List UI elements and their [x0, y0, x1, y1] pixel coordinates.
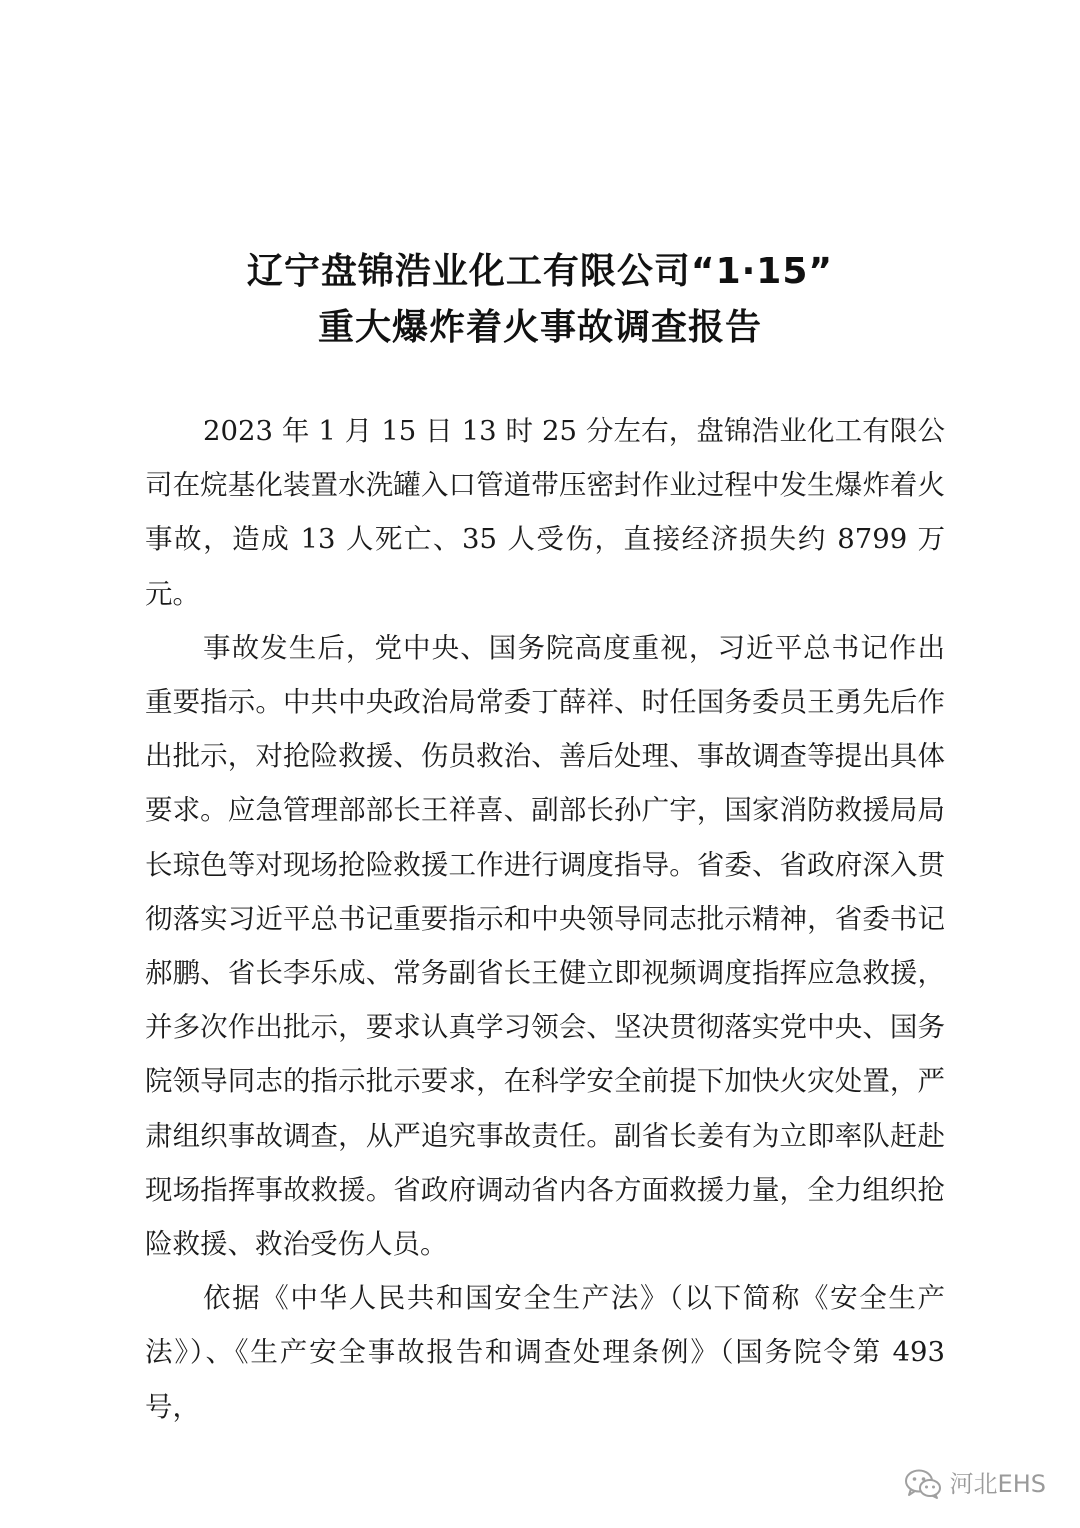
document-title-line1: 辽宁盘锦浩业化工有限公司“1·15” — [246, 251, 834, 292]
paragraph-2: 事故发生后，党中央、国务院高度重视，习近平总书记作出重要指示。中共中央政治局常委丁薛祥、时任国务委员王勇先后作出批示，对抢险救援、伤员救治、善后处理、事故调查等提出具体要求。应急管理部部长王祥喜、副部长孙广宇，国家消防救援局局长琼色等对现场抢险救援工作进行调度指导。省委、省政府深入贯彻落实习近平总书记重要指示和中央领导同志批示精神，省委书记郝鹏、省长李乐成、常务副省长王健立即视频调度指挥应急救援，并多次作出批示，要求认真学习领会、坚决贯彻落实党中央、国务院领导同志的指示批示要求，在科学安全前提下加快火灾处置，严肃组织事故调查，从严追究事故责任。副省长姜有为立即率队赶赴现场指挥事故救援。省政府调动省内各方面救援力量，全力组织抢险救援、救治受伤人员。 — [145, 631, 945, 1261]
watermark — [904, 1468, 1046, 1500]
document-body — [145, 404, 945, 1434]
document-title-line2: 重大爆炸着火事故调查报告 — [317, 307, 762, 348]
wechat-icon — [904, 1468, 942, 1500]
paragraph-1: 2023 年 1 月 15 日 13 时 25 分左右，盘锦浩业化工有限公司在烷基化装置水洗罐入口管道带压密封作业过程中发生爆炸着火事故，造成 13 人死亡、35 人受伤，直接经济损失约 8799 万元。 — [145, 415, 945, 610]
watermark-text: 河北EHS — [949, 1470, 1046, 1498]
paragraph-3: 依据《中华人民共和国安全生产法》（以下简称《安全生产法》）、《生产安全事故报告和调查处理条例》（国务院令第 493 号， — [145, 1282, 945, 1423]
